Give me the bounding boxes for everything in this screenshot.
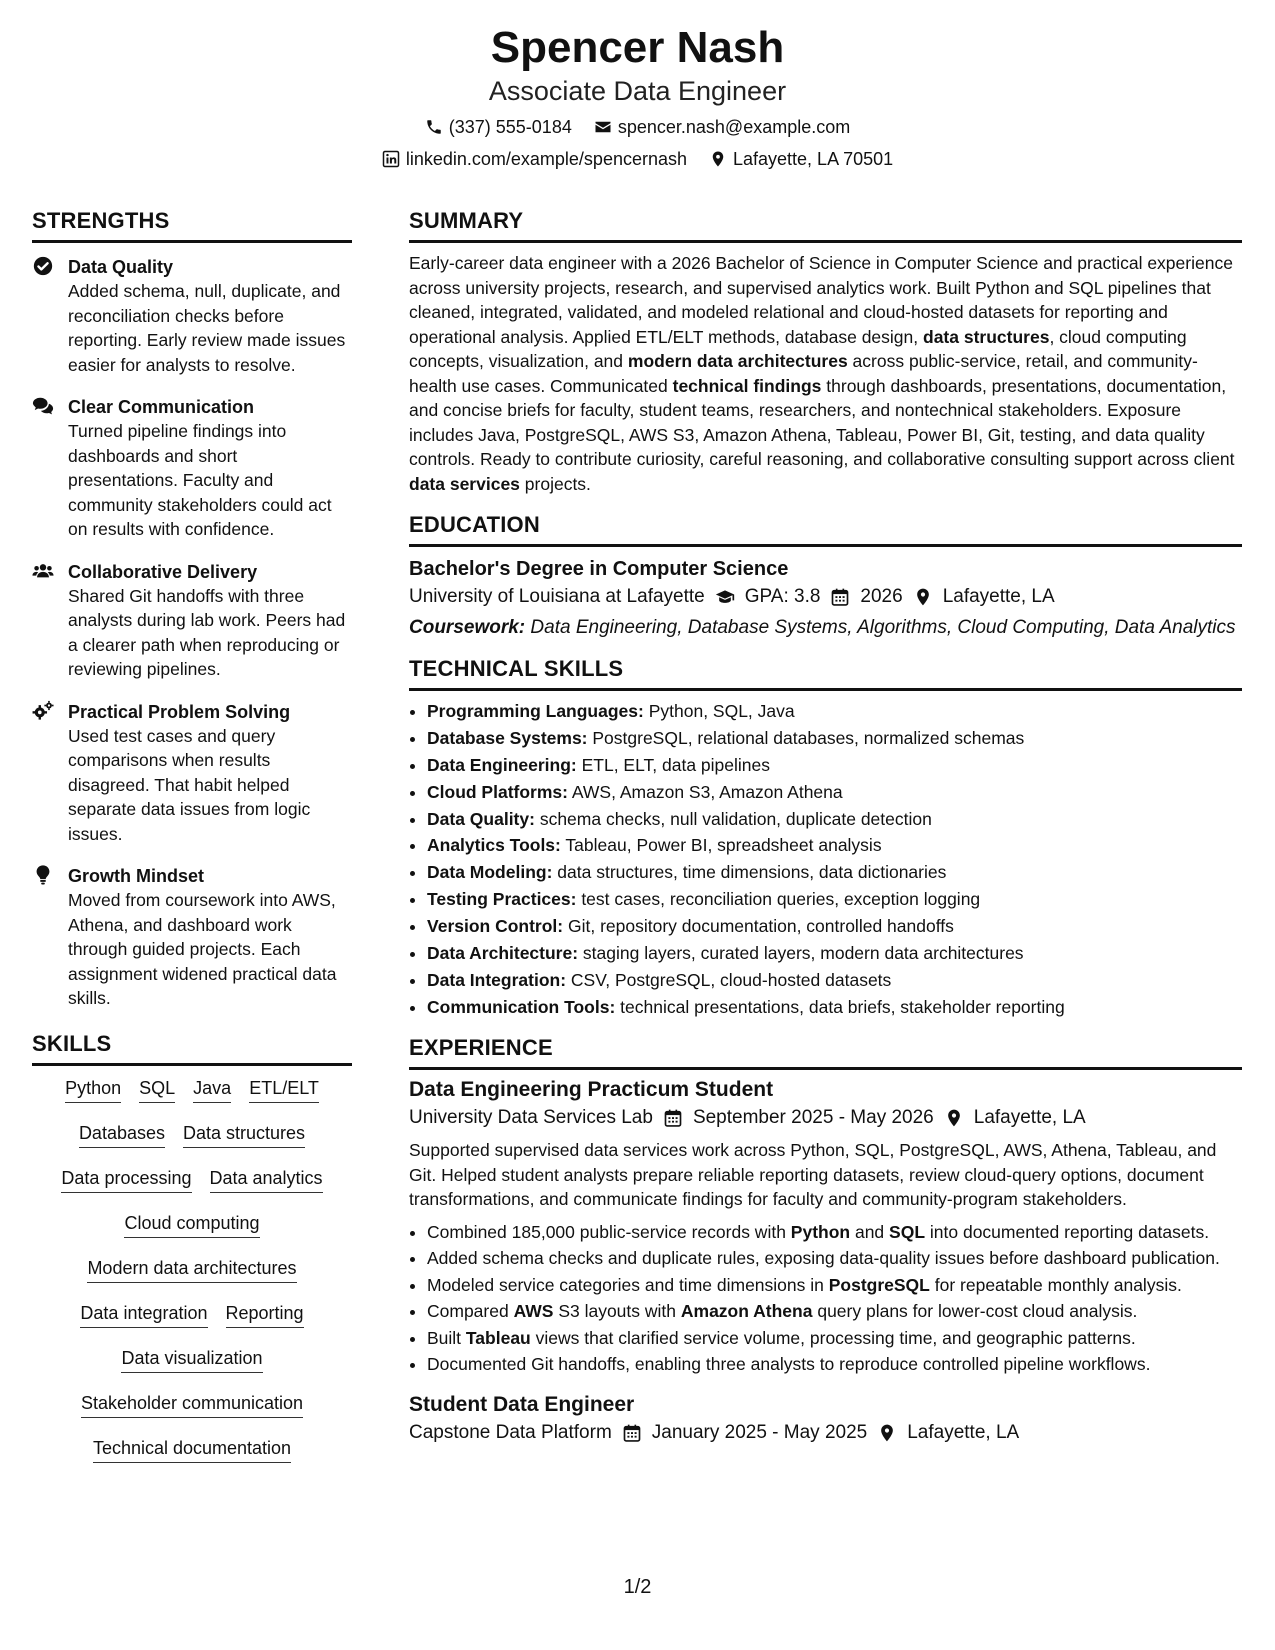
- emphasis-text: Tableau: [465, 1327, 531, 1348]
- education-section: [409, 510, 1242, 640]
- text-run: across public-service, retail, and community-health use cases. Communicated: [409, 351, 1198, 396]
- skills-tag-row: [32, 1166, 352, 1193]
- technical-skill-label: Communication Tools:: [427, 996, 616, 1017]
- job-location: Lafayette, LA: [907, 1421, 1020, 1443]
- emphasis-text: PostgreSQL: [828, 1274, 930, 1295]
- text-run: and: [850, 1221, 890, 1242]
- skills-tag-row: [32, 1391, 352, 1418]
- skills-tag-row: [32, 1256, 352, 1283]
- skill-tag: SQL: [139, 1076, 175, 1103]
- envelope-icon: [594, 118, 612, 136]
- text-run: for repeatable monthly analysis.: [929, 1274, 1182, 1295]
- technical-skill-item: [427, 941, 1242, 966]
- text-run: query plans for lower-cost cloud analysis.: [812, 1301, 1138, 1322]
- map-pin-icon: [877, 1423, 897, 1443]
- technical-skill-item: [427, 753, 1242, 778]
- job-details: [409, 1104, 1242, 1132]
- coursework-label: Coursework:: [409, 617, 526, 638]
- degree-title: Bachelor's Degree in Computer Science: [409, 558, 789, 580]
- technical-skill-value: technical presentations, data briefs, stakeholder reporting: [615, 996, 1065, 1017]
- technical-skill-value: staging layers, curated layers, modern data architectures: [578, 943, 1024, 964]
- phone-text: (337) 555-0184: [448, 117, 572, 137]
- strength-title: Data Quality: [68, 257, 174, 277]
- experience-heading: EXPERIENCE: [409, 1033, 1242, 1070]
- skill-tag: Cloud computing: [124, 1211, 259, 1238]
- technical-skill-value: CSV, PostgreSQL, cloud-hosted datasets: [566, 969, 892, 990]
- job-org: Capstone Data Platform: [409, 1421, 612, 1443]
- calendar-icon: [830, 587, 850, 607]
- map-pin-icon: [944, 1108, 964, 1128]
- skill-tag: Data visualization: [121, 1346, 262, 1373]
- emphasis-text: Amazon Athena: [680, 1301, 813, 1322]
- left-column: [32, 206, 352, 1481]
- text-run: Built: [427, 1327, 466, 1348]
- summary-text: [409, 251, 1242, 496]
- resume-header: [0, 22, 1275, 172]
- map-pin-icon: [913, 587, 933, 607]
- skill-tag: Data integration: [80, 1301, 207, 1328]
- text-run: Modeled service categories and time dimensions in: [427, 1274, 829, 1295]
- text-run: Added schema checks and duplicate rules, exposing data-quality issues before dashboard publication.: [427, 1248, 1220, 1269]
- technical-skill-item: [427, 914, 1242, 939]
- job-bullets: [409, 1220, 1242, 1377]
- job-bullet: [427, 1326, 1242, 1351]
- coursework: [409, 615, 1242, 640]
- emphasis-text: SQL: [889, 1221, 926, 1242]
- skill-tag: Data processing: [61, 1166, 191, 1193]
- technical-skill-value: data structures, time dimensions, data dictionaries: [552, 862, 947, 883]
- skill-tag: Data structures: [183, 1121, 305, 1148]
- technical-skill-label: Data Quality:: [427, 808, 535, 829]
- technical-skill-label: Data Architecture:: [427, 943, 579, 964]
- skill-tag: Databases: [79, 1121, 165, 1148]
- page-number: 1/2: [623, 1576, 652, 1598]
- text-run: Documented Git handoffs, enabling three analysts to reproduce controlled pipeline workflows.: [427, 1354, 1151, 1375]
- contact-row-1: [0, 114, 1275, 140]
- graduation-year: 2026: [860, 586, 903, 607]
- strength-item: [32, 255, 352, 377]
- phone-icon: [425, 118, 443, 136]
- candidate-title: Associate Data Engineer: [488, 76, 787, 106]
- contact-row-2: [0, 146, 1275, 172]
- strengths-list: [32, 255, 352, 1011]
- skills-tag-row: [32, 1301, 352, 1328]
- technical-skill-item: [427, 887, 1242, 912]
- skills-tag-row: [32, 1211, 352, 1238]
- text-run: Compared: [427, 1301, 514, 1322]
- technical-skill-value: Git, repository documentation, controlled handoffs: [563, 916, 954, 937]
- technical-skill-item: [427, 780, 1242, 805]
- technical-skill-item: [427, 726, 1242, 751]
- strength-title: Growth Mindset: [68, 866, 204, 886]
- strength-item: [32, 864, 352, 1011]
- technical-skill-value: PostgreSQL, relational databases, normalized schemas: [587, 727, 1025, 748]
- emphasis-text: data structures: [923, 326, 1050, 347]
- linkedin-icon: [382, 150, 400, 168]
- technical-skill-label: Data Modeling:: [427, 862, 553, 883]
- strength-title: Clear Communication: [68, 397, 255, 417]
- comments-icon: [32, 395, 56, 419]
- job-description: Supported supervised data services work across Python, SQL, PostgreSQL, AWS, Athena, Tableau, and Git. Helped student analysts prepare reliable reporting datasets, review cloud-query options, document transformations, and communicate findings for faculty and community-program stakeholders.: [409, 1140, 1217, 1210]
- text-run: projects.: [519, 473, 591, 494]
- skills-tag-row: [32, 1076, 352, 1103]
- strength-item: [32, 560, 352, 682]
- right-column: [409, 206, 1242, 1447]
- technical-skill-label: Data Integration:: [427, 969, 567, 990]
- skill-tag: Modern data architectures: [87, 1256, 296, 1283]
- skill-tag: Reporting: [226, 1301, 304, 1328]
- text-run: Combined 185,000 public-service records with: [427, 1221, 791, 1242]
- strength-title: Practical Problem Solving: [68, 701, 291, 722]
- calendar-icon: [622, 1423, 642, 1443]
- job-bullet: [427, 1299, 1242, 1324]
- contact-linkedin[interactable]: [382, 146, 687, 172]
- job-title: Data Engineering Practicum Student: [409, 1078, 774, 1102]
- text-run: , cloud computing concepts, visualization, and: [409, 326, 1187, 371]
- users-icon: [32, 560, 56, 584]
- technical-skill-item: [427, 699, 1242, 724]
- technical-skill-label: Data Engineering:: [427, 754, 577, 775]
- technical-skill-label: Cloud Platforms:: [427, 781, 568, 802]
- job-location: Lafayette, LA: [973, 1107, 1086, 1129]
- skill-tag: ETL/ELT: [249, 1076, 319, 1103]
- job-bullet: [427, 1352, 1242, 1377]
- calendar-icon: [663, 1108, 683, 1128]
- strength-title: Collaborative Delivery: [68, 561, 258, 582]
- skill-tag: Technical documentation: [93, 1436, 291, 1463]
- coursework-list: Data Engineering, Database Systems, Algorithms, Cloud Computing, Data Analytics: [525, 617, 1236, 638]
- job-bullet: [427, 1246, 1242, 1271]
- skills-heading: SKILLS: [32, 1029, 352, 1066]
- technical-skill-item: [427, 833, 1242, 858]
- job-bullet: [427, 1273, 1242, 1298]
- strength-desc: Turned pipeline findings into dashboards and short presentations. Faculty and community stakeholders could act on results with confidence.: [68, 421, 332, 539]
- skill-tag: Data analytics: [210, 1166, 323, 1193]
- emphasis-text: data services: [409, 473, 520, 494]
- technical-skill-label: Programming Languages:: [427, 701, 644, 721]
- strength-desc: Shared Git handoffs with three analysts during lab work. Peers had a clearer path when reproducing or reviewing pipelines.: [68, 585, 346, 679]
- location-text: Lafayette, LA 70501: [733, 149, 894, 169]
- job-bullet: [427, 1220, 1242, 1245]
- linkedin-text: linkedin.com/example/spencernash: [405, 149, 687, 169]
- skills-tag-row: [32, 1346, 352, 1373]
- technical-skill-label: Version Control:: [427, 916, 564, 937]
- job-details: [409, 1419, 1242, 1447]
- text-run: S3 layouts with: [553, 1301, 681, 1322]
- education-location: Lafayette, LA: [942, 586, 1055, 607]
- strength-desc: Moved from coursework into AWS, Athena, and dashboard work through guided projects. Each assignment widened practical data skills.: [68, 890, 337, 1008]
- school-name: University of Louisiana at Lafayette: [409, 586, 705, 607]
- strength-item: [32, 395, 352, 542]
- technical-skill-item: [427, 995, 1242, 1020]
- technical-skill-item: [427, 968, 1242, 993]
- technical-skills-list: [409, 699, 1242, 1019]
- gears-icon: [32, 700, 56, 724]
- text-run: Early-career data engineer with a 2026 Bachelor of Science in Computer Science and practical experience across university projects, research, and supervised analytics work. Built Python and SQL pipelines that cleaned, integrated, validated, and modeled relational and cloud-hosted datasets for reporting and operational analysis. Applied ETL/ELT methods, database design,: [409, 253, 1233, 347]
- contact-location: [709, 146, 893, 172]
- text-run: through dashboards, presentations, documentation, and concise briefs for faculty, student teams, researchers, and nontechnical stakeholders. Exposure includes Java, PostgreSQL, AWS S3, Amazon Athena, Tableau, Power BI, Git, testing, and data quality controls. Ready to contribute curiosity, careful reasoning, and collaborative consulting support across client: [409, 375, 1235, 469]
- summary-heading: SUMMARY: [409, 206, 1242, 243]
- emphasis-text: AWS: [513, 1301, 554, 1322]
- technical-skill-value: schema checks, null validation, duplicate detection: [534, 808, 932, 829]
- emphasis-text: modern data architectures: [627, 351, 848, 371]
- map-pin-icon: [709, 150, 727, 168]
- technical-skill-label: Analytics Tools:: [427, 835, 561, 856]
- contact-phone: [425, 114, 572, 140]
- technical-skill-value: ETL, ELT, data pipelines: [576, 754, 771, 775]
- job-title: Student Data Engineer: [409, 1392, 635, 1416]
- technical-skill-value: AWS, Amazon S3, Amazon Athena: [567, 781, 843, 802]
- technical-skill-item: [427, 807, 1242, 832]
- graduation-cap-icon: [715, 587, 735, 607]
- job-org: University Data Services Lab: [409, 1107, 653, 1129]
- technical-skill-value: test cases, reconciliation queries, exception logging: [576, 889, 981, 910]
- strength-item: [32, 700, 352, 847]
- strengths-heading: STRENGTHS: [32, 206, 352, 243]
- technical-skills-heading: TECHNICAL SKILLS: [409, 654, 1242, 691]
- skills-tag-row: [32, 1436, 352, 1463]
- technical-skill-value: Tableau, Power BI, spreadsheet analysis: [560, 835, 882, 856]
- education-heading: EDUCATION: [409, 510, 1242, 547]
- job-dates: September 2025 - May 2026: [692, 1107, 934, 1129]
- job-dates: January 2025 - May 2025: [651, 1421, 868, 1443]
- candidate-name: Spencer Nash: [490, 23, 785, 72]
- skills-tags: [32, 1076, 352, 1463]
- text-run: into documented reporting datasets.: [925, 1221, 1210, 1242]
- technical-skill-label: Database Systems:: [427, 727, 588, 748]
- skill-tag: Java: [193, 1076, 231, 1103]
- gpa-text: GPA: 3.8: [744, 586, 821, 607]
- lightbulb-icon: [32, 864, 56, 888]
- emphasis-text: Python: [790, 1221, 851, 1242]
- technical-skill-label: Testing Practices:: [427, 889, 577, 910]
- technical-skill-item: [427, 860, 1242, 885]
- text-run: views that clarified service volume, processing time, and geographic patterns.: [530, 1327, 1136, 1348]
- technical-skills-section: [409, 654, 1242, 1019]
- email-text: spencer.nash@example.com: [617, 117, 851, 137]
- strength-desc: Added schema, null, duplicate, and reconciliation checks before reporting. Early review made issues easier for analysts to resolve.: [68, 281, 346, 375]
- education-details: [409, 583, 1242, 611]
- skill-tag: Stakeholder communication: [81, 1391, 303, 1418]
- skill-tag: Python: [65, 1076, 121, 1103]
- experience-section: [409, 1033, 1242, 1447]
- check-circle-icon: [32, 255, 56, 279]
- strength-desc: Used test cases and query comparisons when results disagreed. That habit helped separate data issues from logic issues.: [68, 725, 311, 844]
- contact-email[interactable]: [594, 114, 850, 140]
- technical-skill-value: Python, SQL, Java: [643, 701, 795, 721]
- emphasis-text: technical findings: [672, 375, 822, 396]
- skills-tag-row: [32, 1121, 352, 1148]
